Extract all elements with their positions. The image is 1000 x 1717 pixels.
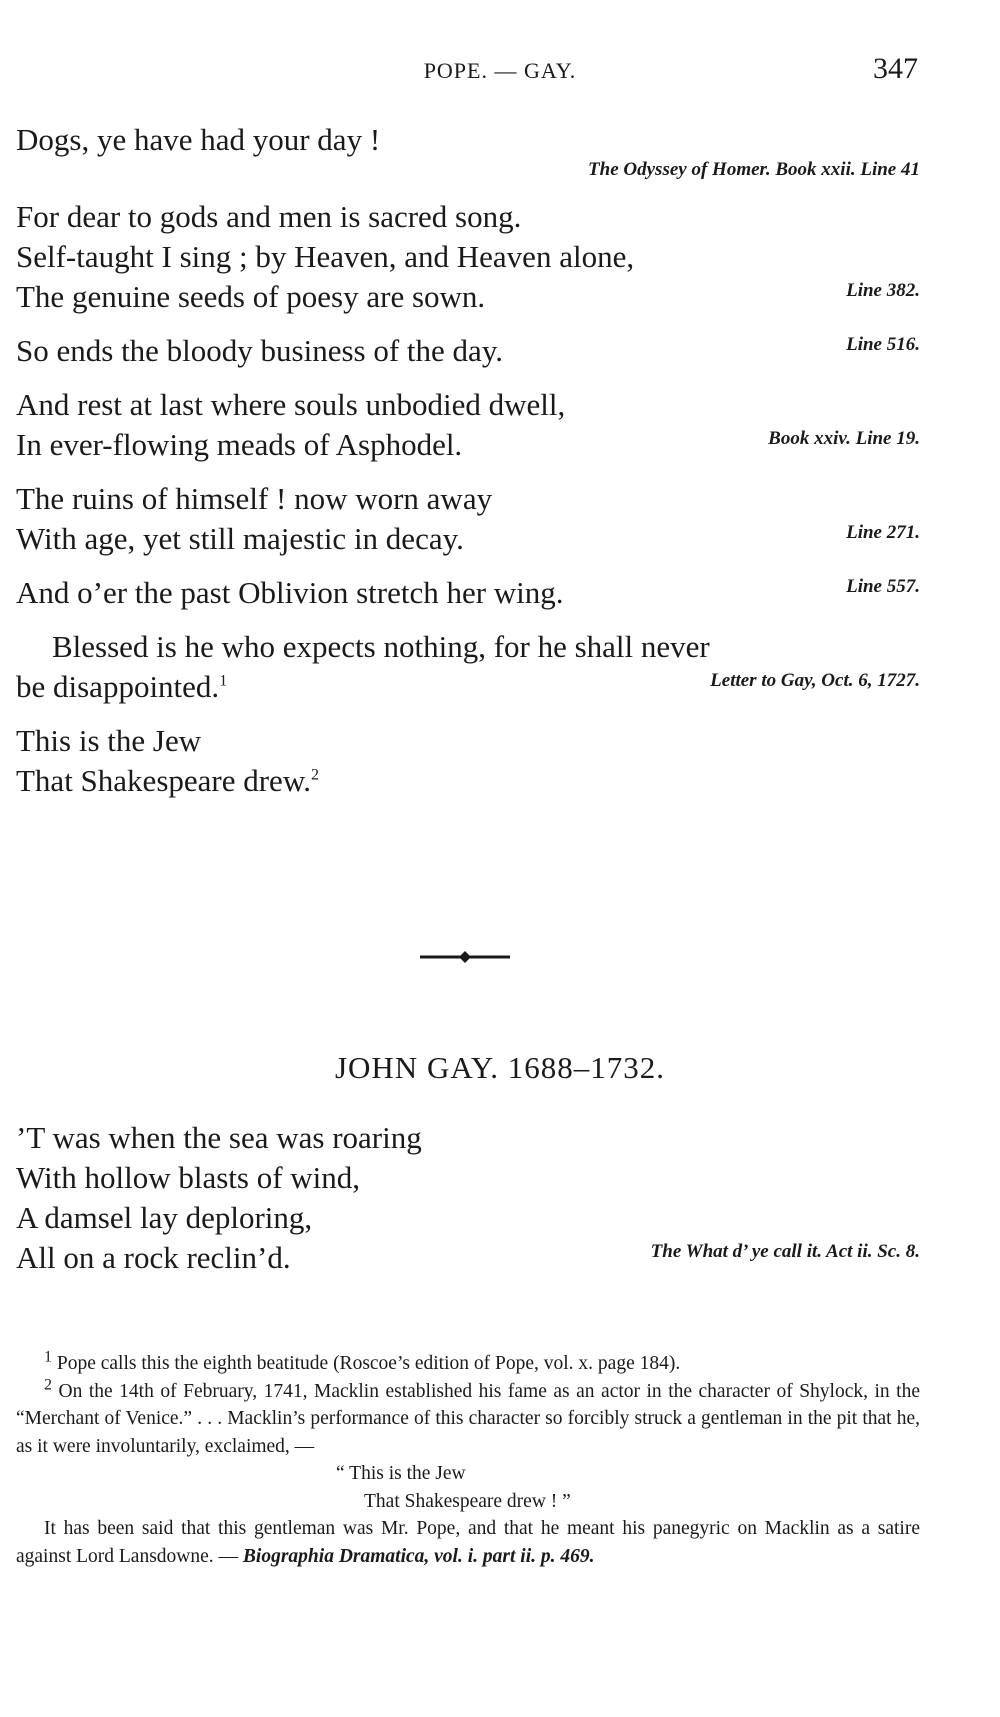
quote-citation: Letter to Gay, Oct. 6, 1727.: [710, 670, 920, 691]
quote-citation: The What d’ ye call it. Act ii. Sc. 8.: [650, 1241, 920, 1262]
poem-line: ’T was when the sea was roaring: [16, 1120, 422, 1155]
quote-citation: Line 557.: [846, 576, 920, 597]
quote-line: That Shakespeare drew.$^2$: [16, 763, 319, 798]
quote-citation: Book xxiv. Line 19.: [768, 428, 920, 449]
quote-line: Dogs, ye have had your day !: [16, 122, 381, 157]
page-header: [0, 52, 1000, 92]
footnote-quote-line: “ This is the Jew: [336, 1463, 466, 1484]
quote-line: So ends the bloody business of the day. Line 516.: [16, 331, 920, 371]
quote-citation: Line 271.: [846, 522, 920, 543]
quote-entry: [16, 573, 920, 613]
prose-line: be disappointed.$^1$ Letter to Gay, Oct. 6, 1727.: [16, 667, 920, 707]
footnote-quote-line: That Shakespeare drew ! ”: [364, 1490, 571, 1512]
section-divider-ornament: [420, 950, 510, 964]
quote-entry: [16, 120, 920, 183]
quote-line: And o’er the past Oblivion stretch her wing. Line 557.: [16, 573, 920, 613]
quote-line: With age, yet still majestic in decay. Line 271.: [16, 519, 920, 559]
quote-line: In ever-flowing meads of Asphodel. Book xxiv. Line 19.: [16, 425, 920, 465]
quote-citation: Line 382.: [846, 280, 920, 301]
quote-line: The ruins of himself ! now worn away: [16, 481, 493, 516]
footnote-mark: 1: [219, 672, 228, 690]
quote-citation: The Odyssey of Homer. Book xxii. Line 41: [588, 159, 920, 180]
jew-quote: [16, 721, 920, 801]
footnotes: [16, 1350, 920, 1570]
footnote-source: Biographia Dramatica, vol. i. part ii. p. 469.: [242, 1545, 595, 1567]
quote-entry: [16, 385, 920, 465]
footnote-mark: 2: [310, 766, 319, 784]
poem-line: All on a rock reclin’d. The What d’ ye call it. Act ii. Sc. 8.: [16, 1238, 920, 1278]
footnote-2-closing: It has been said that this gentleman was Mr. Pope, and that he meant his panegyric on Macklin as a satire against Lord Lansdowne. — Biographia Dramatica, vol. i. part ii. p. 469.: [16, 1518, 920, 1567]
quote-entry: [16, 479, 920, 559]
footnote-1: $^1$ Pope calls this the eighth beatitude (Roscoe’s edition of Pope, vol. x. page 184).: [44, 1348, 681, 1374]
quote-citation: Line 516.: [846, 334, 920, 355]
quote-line: And rest at last where souls unbodied dwell,: [16, 387, 566, 422]
footnote-mark: 2: [44, 1376, 52, 1393]
quote-line: This is the Jew: [16, 723, 202, 758]
prose-quote: [16, 627, 920, 707]
quote-line: Self-taught I sing ; by Heaven, and Heaven alone,: [16, 239, 635, 274]
poem-line: A damsel lay deploring,: [16, 1200, 313, 1235]
footnote-mark: 1: [44, 1348, 52, 1366]
section-title: JOHN GAY. 1688–1732.: [334, 1050, 666, 1085]
running-head: POPE. — GAY.: [423, 58, 577, 83]
quotations-body: [16, 120, 920, 815]
quote-line: For dear to gods and men is sacred song.: [16, 199, 522, 234]
quote-line: The genuine seeds of poesy are sown. Line 382.: [16, 277, 920, 317]
footnote-2: $^2$ On the 14th of February, 1741, Macklin established his fame as an actor in the character of Shylock, in the “Merchant of Venice.” . . . Macklin’s performance of this character so forcibly struck a gentleman in the pit that he, as it were involuntarily, exclaimed, —: [16, 1376, 921, 1457]
poem-line: With hollow blasts of wind,: [16, 1160, 361, 1195]
quote-entry: [16, 197, 920, 317]
page-number: 347: [873, 52, 918, 85]
quote-entry: [16, 331, 920, 371]
prose-line: Blessed is he who expects nothing, for he shall never: [52, 629, 710, 664]
gay-poem: [16, 1118, 920, 1278]
